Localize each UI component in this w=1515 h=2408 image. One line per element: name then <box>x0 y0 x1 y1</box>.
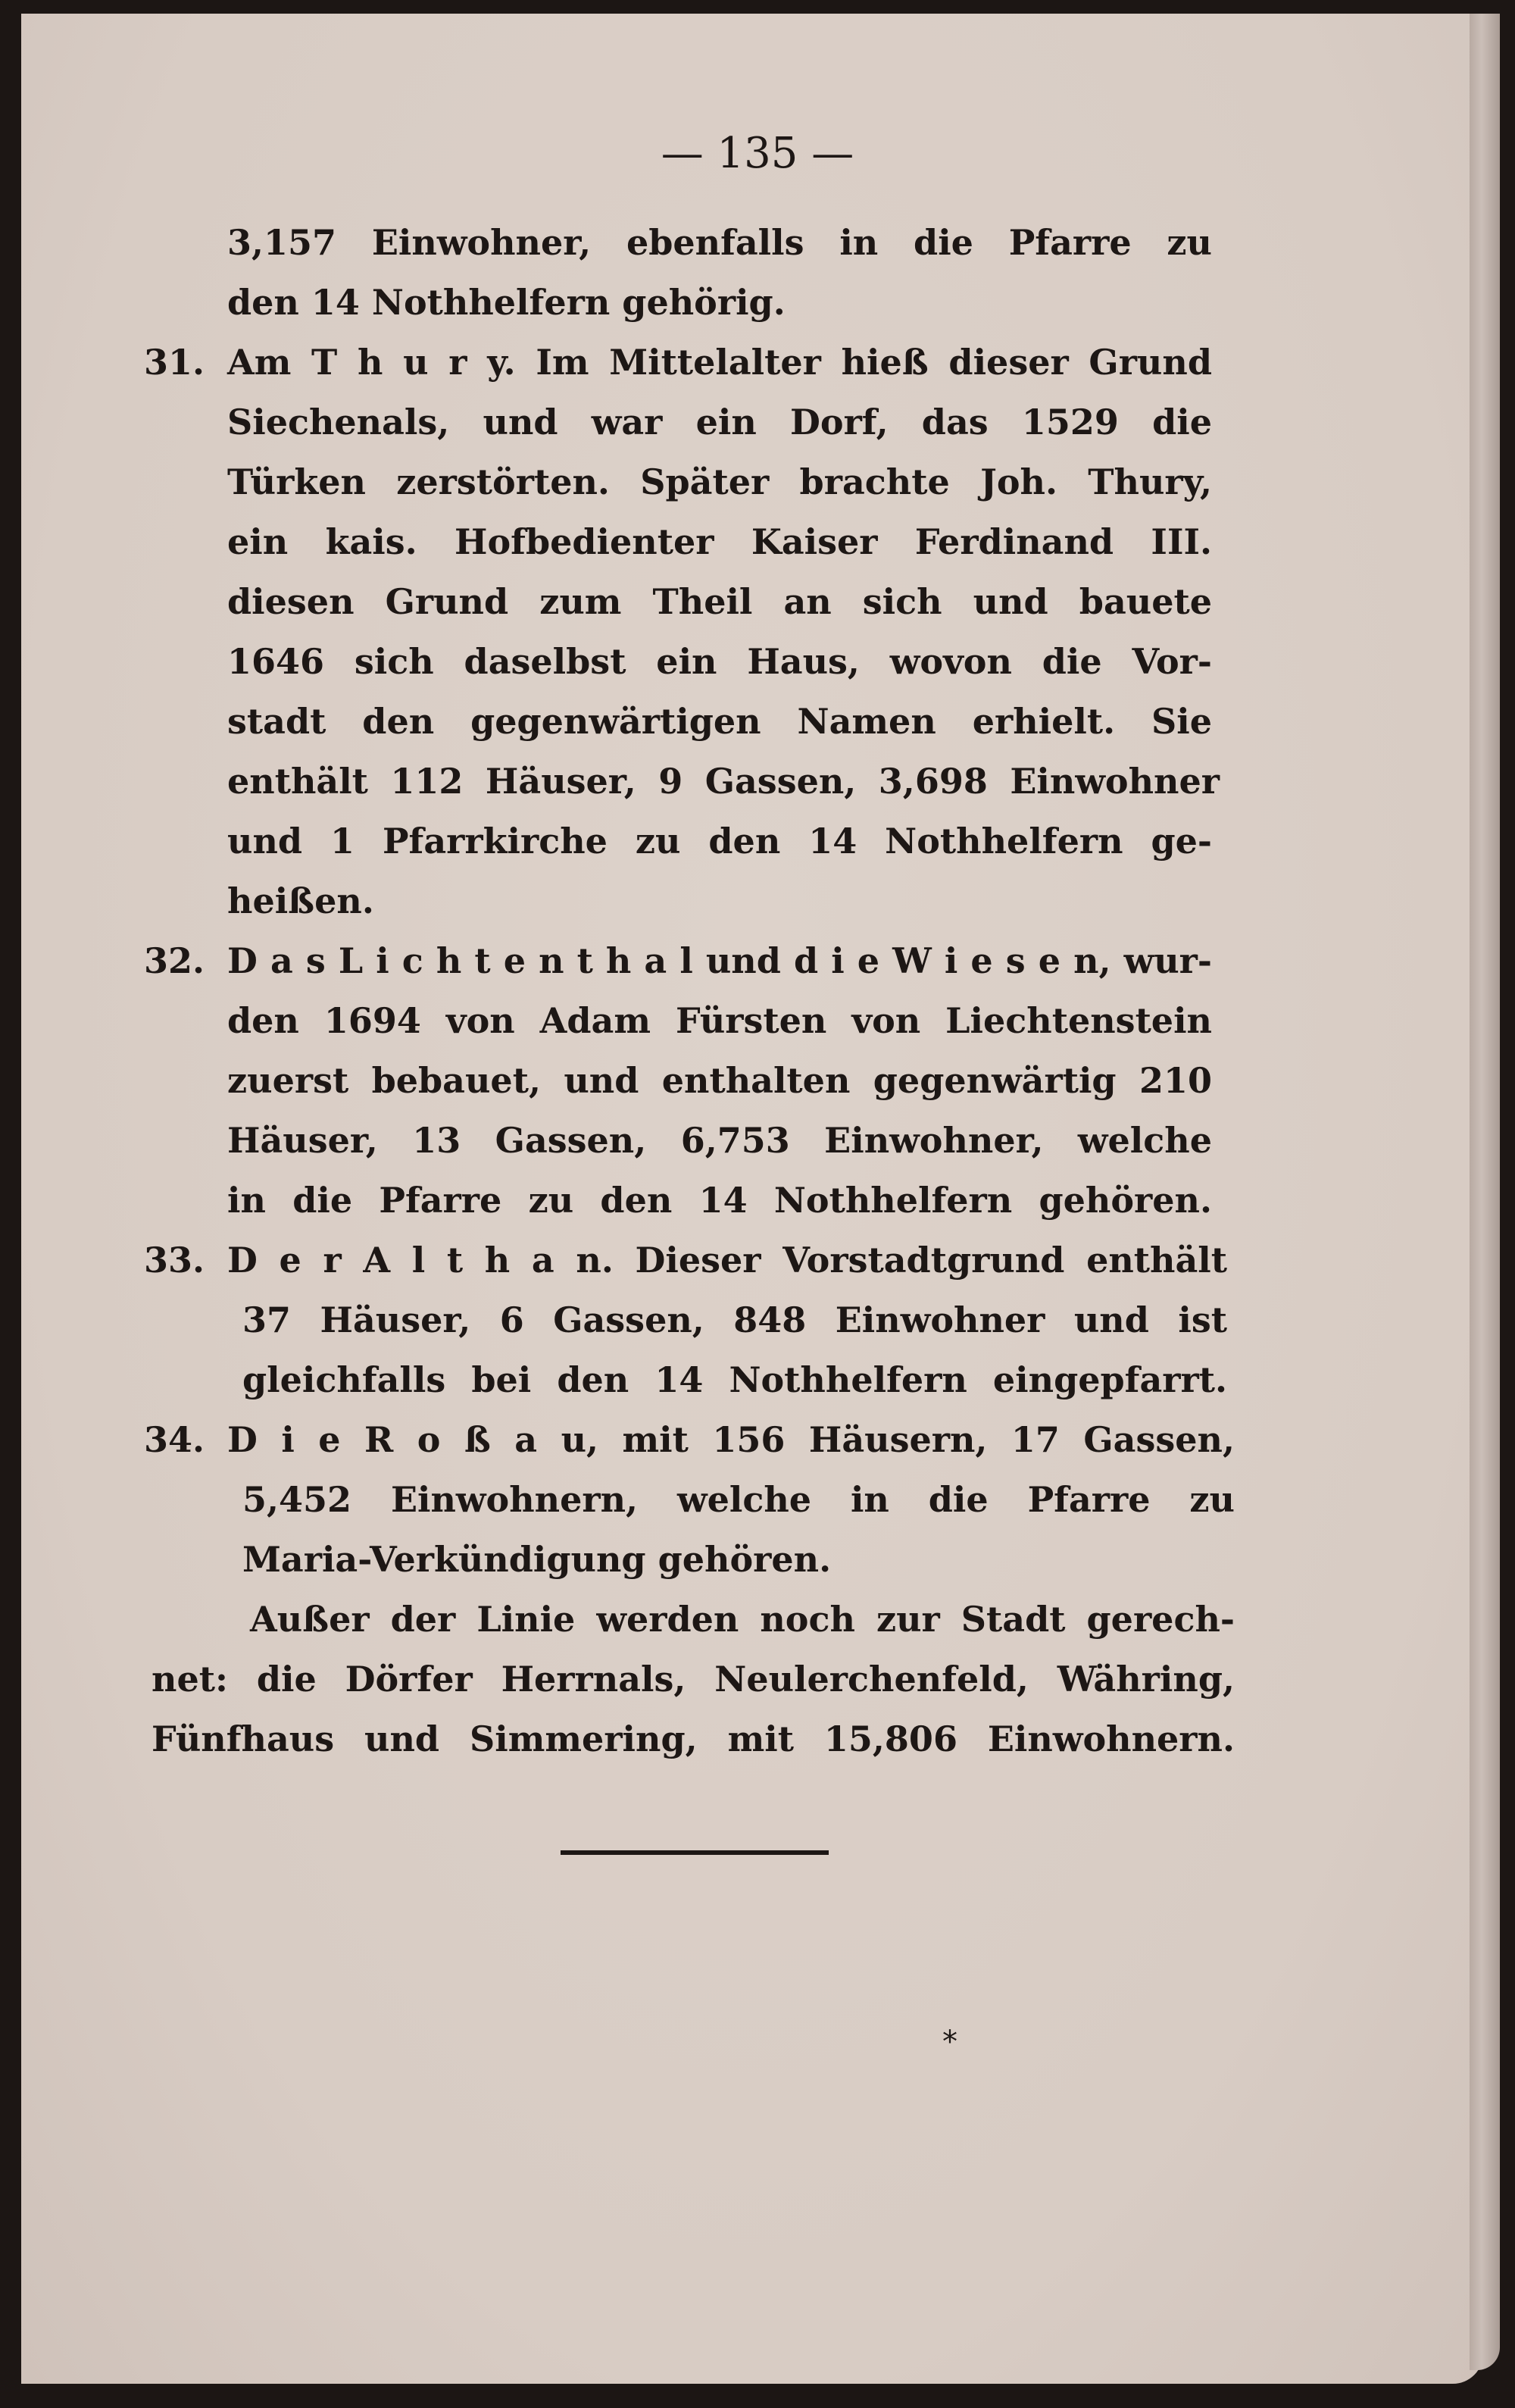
text-line: 37 Häuser, 6 Gassen, 848 Einwohner und ist <box>242 1299 1227 1340</box>
text-line: net: die Dörfer Herrnals, Neulerchenfeld, Währing, <box>152 1659 1235 1700</box>
text-line: den 1694 von Adam Fürsten von Liechtenstein <box>227 1000 1212 1041</box>
text-line: 1646 sich daselbst ein Haus, wovon die Vor- <box>227 641 1212 682</box>
text-line: diesen Grund zum Theil an sich und bauete <box>227 581 1212 622</box>
text-line: den 14 Nothhelfern gehörig. <box>227 282 786 323</box>
entry-heading-line: D a s L i c h t e n t h a l und d i e W i e s e n, wur- <box>227 940 1212 981</box>
text-line: Außer der Linie werden noch zur Stadt gerech- <box>250 1599 1235 1640</box>
entry-number-34: 34. <box>144 1419 205 1460</box>
section-divider <box>561 1850 829 1855</box>
text-line: zuerst bebauet, und enthalten gegenwärtig 210 <box>227 1060 1212 1101</box>
text-line: Häuser, 13 Gassen, 6,753 Einwohner, welche <box>227 1120 1212 1161</box>
text-line: ein kais. Hofbedienter Kaiser Ferdinand III. <box>227 521 1212 562</box>
entry-heading-line: D e r A l t h a n. Dieser Vorstadtgrund enthält <box>227 1240 1227 1281</box>
text-line: heißen. <box>227 880 374 921</box>
page-edge <box>1470 14 1500 2370</box>
entry-heading-line: D i e R o ß a u, mit 156 Häusern, 17 Gassen, <box>227 1419 1235 1460</box>
text-line: Maria-Verkündigung gehören. <box>242 1539 832 1580</box>
entry-number-31: 31. <box>144 342 205 383</box>
signature-mark: * <box>942 2025 957 2059</box>
page-number: — 135 — <box>661 129 854 178</box>
text-line: enthält 112 Häuser, 9 Gassen, 3,698 Einwohner <box>227 761 1220 802</box>
text-line: Siechenals, und war ein Dorf, das 1529 die <box>227 402 1212 443</box>
text-line: in die Pfarre zu den 14 Nothhelfern gehören. <box>227 1180 1212 1221</box>
entry-heading-line: Am T h u r y. Im Mittelalter hieß dieser Grund <box>227 342 1212 383</box>
text-line: Türken zerstörten. Später brachte Joh. Thury, <box>227 461 1212 502</box>
text-line: gleichfalls bei den 14 Nothhelfern eingepfarrt. <box>242 1359 1227 1400</box>
text-line: Fünfhaus und Simmering, mit 15,806 Einwohnern. <box>152 1718 1235 1759</box>
entry-number-33: 33. <box>144 1240 205 1281</box>
text-line: stadt den gegenwärtigen Namen erhielt. Sie <box>227 701 1212 742</box>
entry-number-32: 32. <box>144 940 205 981</box>
text-line: 5,452 Einwohnern, welche in die Pfarre zu <box>242 1479 1235 1520</box>
text-line: und 1 Pfarrkirche zu den 14 Nothhelfern ge- <box>227 821 1212 862</box>
text-line: 3,157 Einwohner, ebenfalls in die Pfarre zu <box>227 222 1212 263</box>
